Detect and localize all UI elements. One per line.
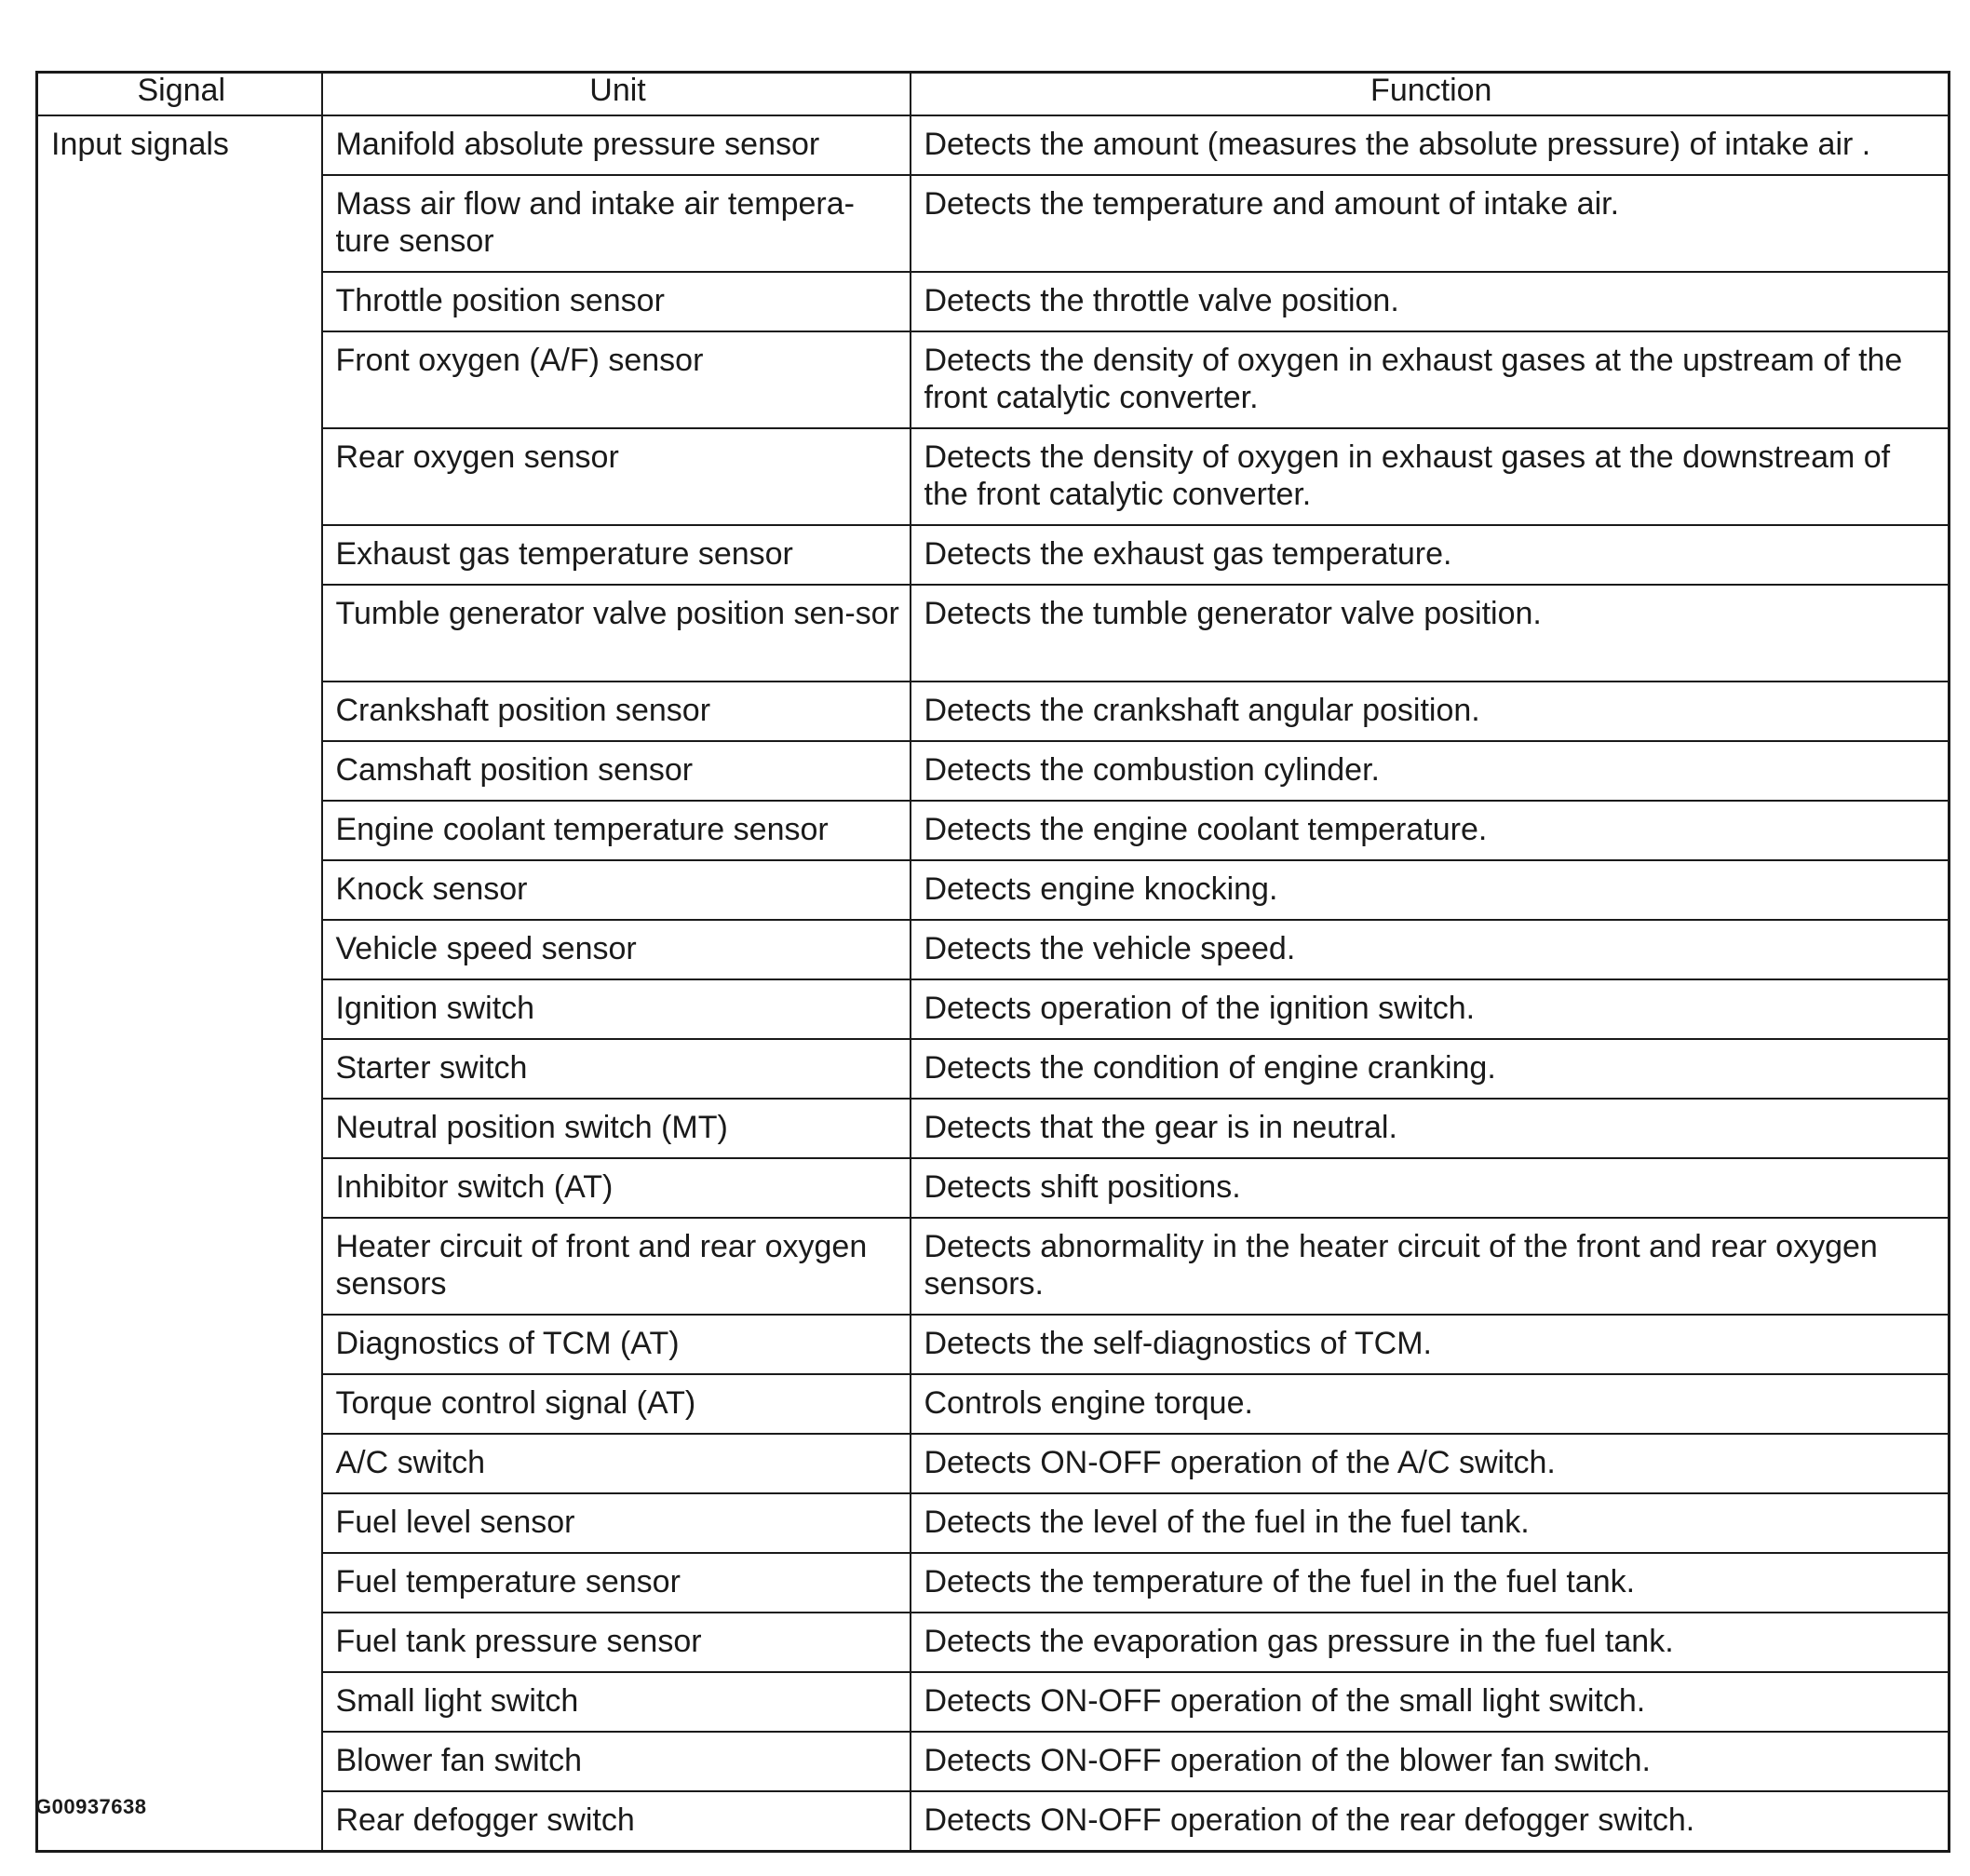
table-row xyxy=(37,1791,1950,1852)
function-cell: Detects shift positions. xyxy=(911,1158,1950,1218)
function-cell: Detects ON-OFF operation of the rear defogger switch. xyxy=(911,1791,1950,1852)
unit-cell: Inhibitor switch (AT) xyxy=(322,1158,911,1218)
unit-cell: A/C switch xyxy=(322,1434,911,1493)
function-cell: Detects engine knocking. xyxy=(911,860,1950,920)
function-cell: Detects the throttle valve position. xyxy=(911,272,1950,331)
signal-group-label: Input signals xyxy=(37,115,322,1852)
table-row xyxy=(37,272,1950,331)
function-cell: Detects the density of oxygen in exhaust gases at the downstream of the front catalytic converter. xyxy=(911,428,1950,525)
unit-cell: Front oxygen (A/F) sensor xyxy=(322,331,911,428)
unit-cell: Tumble generator valve position sen-sor xyxy=(322,585,911,682)
unit-cell: Heater circuit of front and rear oxygen sensors xyxy=(322,1218,911,1315)
function-cell: Detects ON-OFF operation of the A/C switch. xyxy=(911,1434,1950,1493)
unit-cell: Rear oxygen sensor xyxy=(322,428,911,525)
signal-unit-function-table xyxy=(35,71,1950,1853)
function-cell: Detects the crankshaft angular position. xyxy=(911,682,1950,741)
header-signal: Signal xyxy=(37,73,322,116)
header-function: Function xyxy=(911,73,1950,116)
function-cell: Detects the self-diagnostics of TCM. xyxy=(911,1315,1950,1374)
table-row xyxy=(37,1099,1950,1158)
function-cell: Detects the temperature of the fuel in the fuel tank. xyxy=(911,1553,1950,1613)
table-row xyxy=(37,1672,1950,1732)
function-cell: Detects abnormality in the heater circuit of the front and rear oxygen sensors. xyxy=(911,1218,1950,1315)
unit-cell: Fuel tank pressure sensor xyxy=(322,1613,911,1672)
unit-cell: Camshaft position sensor xyxy=(322,741,911,801)
function-cell: Detects the temperature and amount of intake air. xyxy=(911,175,1950,272)
table-body xyxy=(37,115,1950,1852)
unit-cell: Mass air flow and intake air tempera-ture sensor xyxy=(322,175,911,272)
unit-cell: Exhaust gas temperature sensor xyxy=(322,525,911,585)
table-row xyxy=(37,801,1950,860)
table-row xyxy=(37,860,1950,920)
function-cell: Controls engine torque. xyxy=(911,1374,1950,1434)
unit-cell: Engine coolant temperature sensor xyxy=(322,801,911,860)
table-row xyxy=(37,175,1950,272)
function-cell: Detects the condition of engine cranking. xyxy=(911,1039,1950,1099)
table-row xyxy=(37,1613,1950,1672)
table-row xyxy=(37,1493,1950,1553)
table-row xyxy=(37,1553,1950,1613)
table-row xyxy=(37,331,1950,428)
table-row xyxy=(37,1434,1950,1493)
table-row xyxy=(37,1315,1950,1374)
figure-id-label: G00937638 xyxy=(35,1795,147,1818)
table-row xyxy=(37,979,1950,1039)
header-unit: Unit xyxy=(322,73,911,116)
unit-cell: Crankshaft position sensor xyxy=(322,682,911,741)
table-row xyxy=(37,115,1950,175)
function-cell: Detects operation of the ignition switch. xyxy=(911,979,1950,1039)
table-row xyxy=(37,920,1950,979)
unit-cell: Diagnostics of TCM (AT) xyxy=(322,1315,911,1374)
unit-cell: Fuel level sensor xyxy=(322,1493,911,1553)
unit-cell: Blower fan switch xyxy=(322,1732,911,1791)
unit-cell: Neutral position switch (MT) xyxy=(322,1099,911,1158)
unit-cell: Manifold absolute pressure sensor xyxy=(322,115,911,175)
header-row xyxy=(37,73,1950,116)
unit-cell: Starter switch xyxy=(322,1039,911,1099)
table-row xyxy=(37,682,1950,741)
function-cell: Detects the exhaust gas temperature. xyxy=(911,525,1950,585)
function-cell: Detects the density of oxygen in exhaust gases at the upstream of the front catalytic converter. xyxy=(911,331,1950,428)
function-cell: Detects the tumble generator valve position. xyxy=(911,585,1950,682)
table-row xyxy=(37,741,1950,801)
function-cell: Detects the evaporation gas pressure in the fuel tank. xyxy=(911,1613,1950,1672)
table-row xyxy=(37,1218,1950,1315)
function-cell: Detects that the gear is in neutral. xyxy=(911,1099,1950,1158)
unit-cell: Ignition switch xyxy=(322,979,911,1039)
unit-cell: Vehicle speed sensor xyxy=(322,920,911,979)
function-cell: Detects ON-OFF operation of the small light switch. xyxy=(911,1672,1950,1732)
unit-cell: Torque control signal (AT) xyxy=(322,1374,911,1434)
table-row xyxy=(37,585,1950,682)
unit-cell: Small light switch xyxy=(322,1672,911,1732)
function-cell: Detects the amount (measures the absolute pressure) of intake air . xyxy=(911,115,1950,175)
table-row xyxy=(37,525,1950,585)
table-row xyxy=(37,1158,1950,1218)
unit-cell: Throttle position sensor xyxy=(322,272,911,331)
function-cell: Detects the engine coolant temperature. xyxy=(911,801,1950,860)
unit-cell: Knock sensor xyxy=(322,860,911,920)
table-row xyxy=(37,428,1950,525)
function-cell: Detects the vehicle speed. xyxy=(911,920,1950,979)
function-cell: Detects the level of the fuel in the fuel tank. xyxy=(911,1493,1950,1553)
signal-table-container xyxy=(35,71,1948,1853)
unit-cell: Rear defogger switch xyxy=(322,1791,911,1852)
unit-cell: Fuel temperature sensor xyxy=(322,1553,911,1613)
function-cell: Detects the combustion cylinder. xyxy=(911,741,1950,801)
table-row xyxy=(37,1039,1950,1099)
function-cell: Detects ON-OFF operation of the blower fan switch. xyxy=(911,1732,1950,1791)
table-row xyxy=(37,1374,1950,1434)
table-row xyxy=(37,1732,1950,1791)
